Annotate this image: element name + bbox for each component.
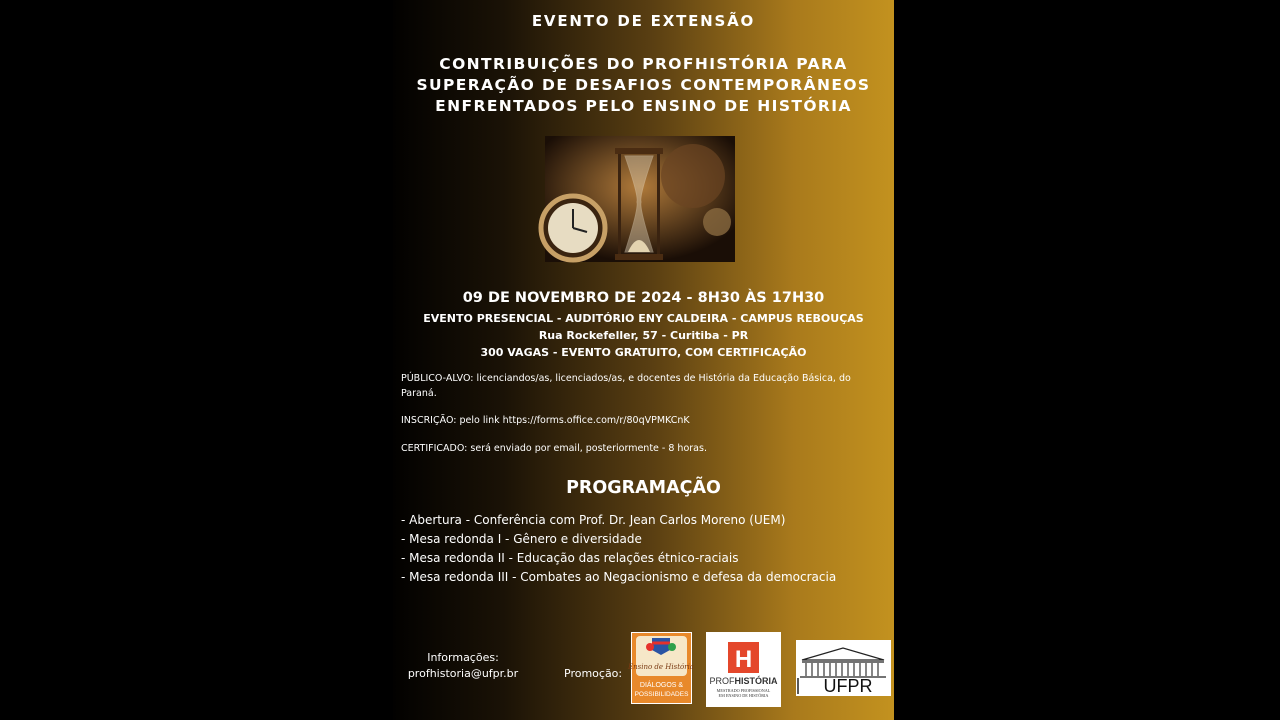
certificate-text: CERTIFICADO: será enviado por email, posteriormente - 8 horas.	[401, 443, 707, 454]
dialogos-logo-line2: POSSIBILIDADES	[634, 691, 689, 698]
title-line: ENFRENTADOS PELO ENSINO DE HISTÓRIA	[435, 97, 852, 115]
title-line: SUPERAÇÃO DE DESAFIOS CONTEMPORÂNEOS	[416, 76, 871, 94]
ufpr-logo-text: UFPR	[823, 676, 873, 696]
program-item: - Mesa redonda III - Combates ao Negacionismo e defesa da democracia	[401, 570, 837, 584]
promotion-label: Promoção:	[564, 667, 623, 680]
contact-label: Informações:	[427, 651, 499, 664]
event-title	[393, 54, 894, 117]
profhistoria-logo-sub1: MESTRADO PROFISSIONAL	[716, 688, 771, 693]
program-item: - Abertura - Conferência com Prof. Dr. Jean Carlos Moreno (UEM)	[401, 513, 786, 527]
dialogos-logo-line1: DIÁLOGOS &	[639, 682, 684, 689]
event-kind: EVENTO DE EXTENSÃO	[531, 12, 756, 30]
program-item: - Mesa redonda II - Educação das relações étnico-raciais	[401, 551, 739, 565]
target-audience-text: PÚBLICO-ALVO: licenciandos/as, licenciados/as, e docentes de História da Educação Básica, do Paraná.	[401, 373, 851, 399]
profhistoria-logo	[706, 632, 781, 707]
dialogos-logo-script: Ensino de História	[628, 663, 694, 671]
registration-text: INSCRIÇÃO: pelo link https://forms.office.com/r/80qVPMKCnK	[401, 415, 690, 426]
title-line: CONTRIBUIÇÕES DO PROFHISTÓRIA PARA	[439, 55, 848, 73]
profhistoria-logo-letter: H	[734, 646, 753, 673]
profhistoria-logo-sub2: EM ENSINO DE HISTÓRIA	[718, 693, 769, 698]
event-date-time: 09 DE NOVEMBRO DE 2024 - 8H30 ÀS 17H30	[462, 290, 825, 306]
contact-info	[403, 650, 523, 682]
program-heading: PROGRAMAÇÃO	[566, 478, 721, 498]
program-list	[401, 511, 889, 587]
event-poster	[393, 0, 894, 720]
event-vacancies: 300 VAGAS - EVENTO GRATUITO, COM CERTIFICAÇÃO	[480, 346, 807, 359]
contact-email: profhistoria@ufpr.br	[407, 667, 519, 680]
program-item: - Mesa redonda I - Gênero e diversidade	[401, 532, 642, 546]
hourglass-clock-photo	[545, 136, 735, 262]
profhistoria-logo-name: PROFHISTÓRIA	[709, 676, 778, 686]
ufpr-logo	[796, 640, 891, 696]
dialogos-possibilidades-logo	[628, 632, 694, 704]
event-location: EVENTO PRESENCIAL - AUDITÓRIO ENY CALDEIRA - CAMPUS REBOUÇAS	[423, 312, 864, 325]
event-address: Rua Rockefeller, 57 - Curitiba - PR	[538, 329, 749, 342]
